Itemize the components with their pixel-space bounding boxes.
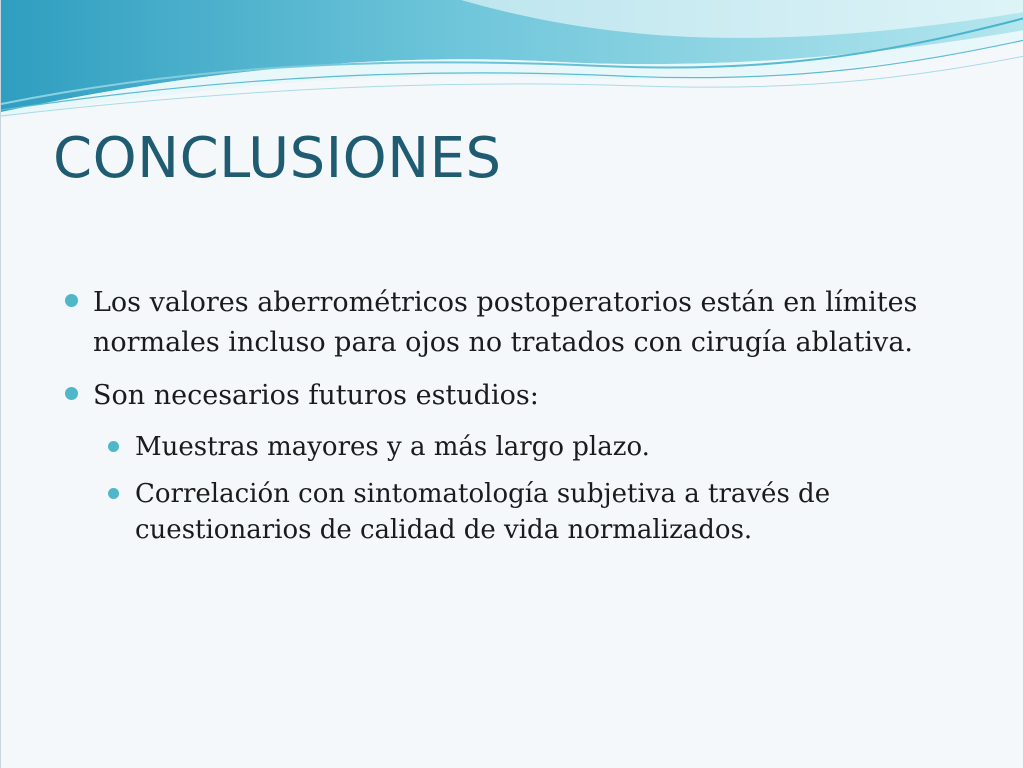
bullet-dot-icon — [65, 294, 78, 307]
bullet-dot-icon — [108, 488, 119, 499]
list-item — [63, 283, 963, 363]
bullet-dot-icon — [65, 387, 78, 400]
bullet-dot-icon — [108, 441, 119, 452]
sub-bullet-text: Muestras mayores y a más largo plazo. — [135, 432, 650, 462]
slide-content — [63, 283, 963, 559]
slide-title: CONCLUSIONES — [53, 126, 502, 191]
wave-header-decoration — [1, 0, 1024, 130]
sub-list-item — [93, 429, 963, 465]
sub-list-item — [93, 476, 963, 548]
sub-bullet-list — [63, 429, 963, 548]
bullet-text: Son necesarios futuros estudios: — [93, 380, 539, 411]
list-item — [63, 376, 963, 416]
bullet-list — [63, 283, 963, 416]
bullet-text: Los valores aberrométricos postoperatorios están en límites normales incluso para ojos no tratados con cirugía ablativa. — [93, 287, 918, 358]
sub-bullet-text: Correlación con sintomatología subjetiva a través de cuestionarios de calidad de vida normalizados. — [135, 479, 831, 545]
